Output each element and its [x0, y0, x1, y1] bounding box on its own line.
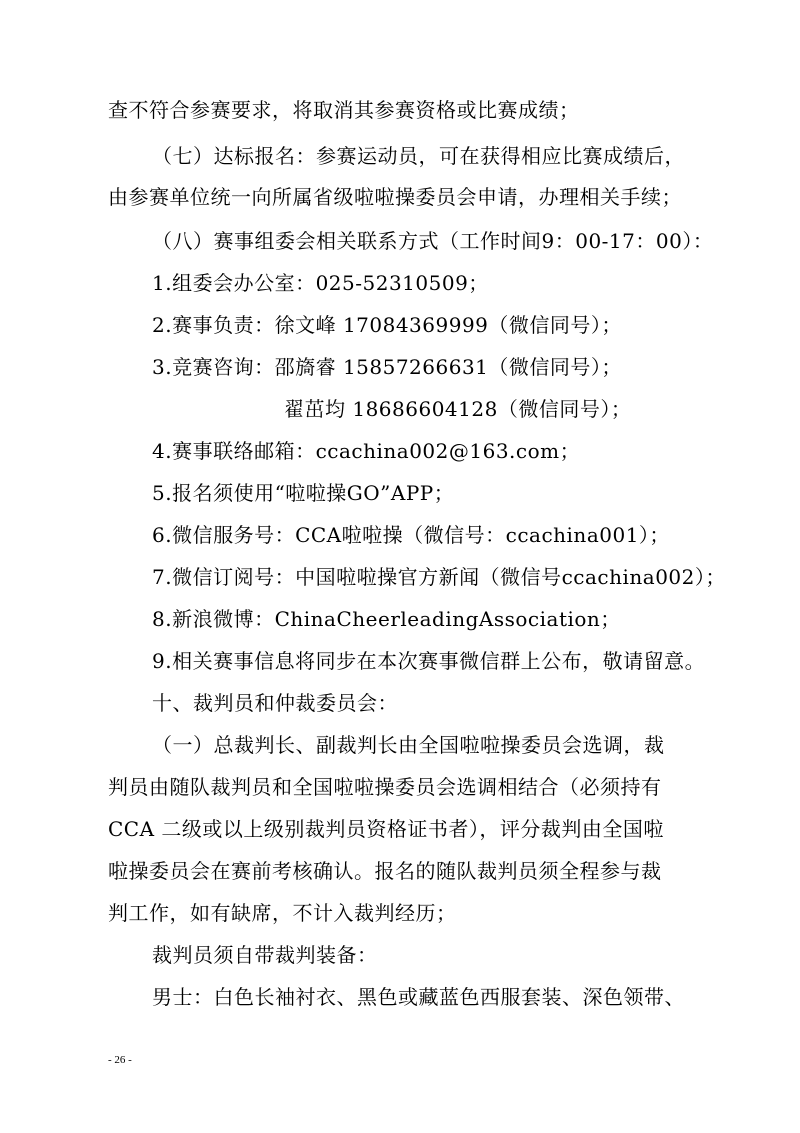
- text-line-8: 翟茁均 18686604128（微信同号）；: [284, 397, 632, 421]
- section-heading: 十、裁判员和仲裁委员会：: [152, 691, 398, 715]
- text-line-16: （一）总裁判长、副裁判长由全国啦啦操委员会选调，裁: [152, 733, 665, 757]
- text-line-7: 3.竞赛咨询：邵旖睿 15857266631（微信同号）；: [152, 355, 622, 379]
- text-line-4: （八）赛事组委会相关联系方式（工作时间9：00-17：00）：: [152, 229, 714, 253]
- text-line-10: 5.报名须使用“啦啦操GO”APP；: [152, 481, 455, 505]
- text-line-5: 1.组委会办公室：025-52310509；: [152, 271, 489, 295]
- text-line-12: 7.微信订阅号：中国啦啦操官方新闻（微信号ccachina002）；: [152, 565, 726, 589]
- text-line-20: 判工作，如有缺席，不计入裁判经历；: [108, 901, 457, 925]
- text-line-17: 判员由随队裁判员和全国啦啦操委员会选调相结合（必须持有: [108, 775, 662, 799]
- text-line-18: CCA 二级或以上级别裁判员资格证书者），评分裁判由全国啦: [108, 817, 664, 841]
- text-line-1: 查不符合参赛要求，将取消其参赛资格或比赛成绩；: [108, 98, 580, 122]
- text-line-9: 4.赛事联络邮箱：ccachina002@163.com；: [152, 439, 581, 463]
- text-line-14: 9.相关赛事信息将同步在本次赛事微信群上公布，敬请留意。: [152, 649, 706, 673]
- text-line-19: 啦操委员会在赛前考核确认。报名的随队裁判员须全程参与裁: [108, 859, 662, 883]
- text-line-3: 由参赛单位统一向所属省级啦啦操委员会申请，办理相关手续；: [108, 185, 682, 209]
- text-line-11: 6.微信服务号：CCA啦啦操（微信号：ccachina001）；: [152, 523, 670, 547]
- text-line-2: （七）达标报名：参赛运动员，可在获得相应比赛成绩后，: [152, 144, 685, 168]
- page-number: - 26 -: [108, 1054, 132, 1066]
- text-line-22: 男士：白色长袖衬衣、黑色或藏蓝色西服套装、深色领带、: [152, 985, 685, 1009]
- text-line-6: 2.赛事负责：徐文峰 17084369999（微信同号）；: [152, 313, 622, 337]
- text-line-21: 裁判员须自带裁判装备：: [152, 943, 378, 967]
- text-line-13: 8.新浪微博：ChinaCheerleadingAssociation；: [152, 607, 621, 631]
